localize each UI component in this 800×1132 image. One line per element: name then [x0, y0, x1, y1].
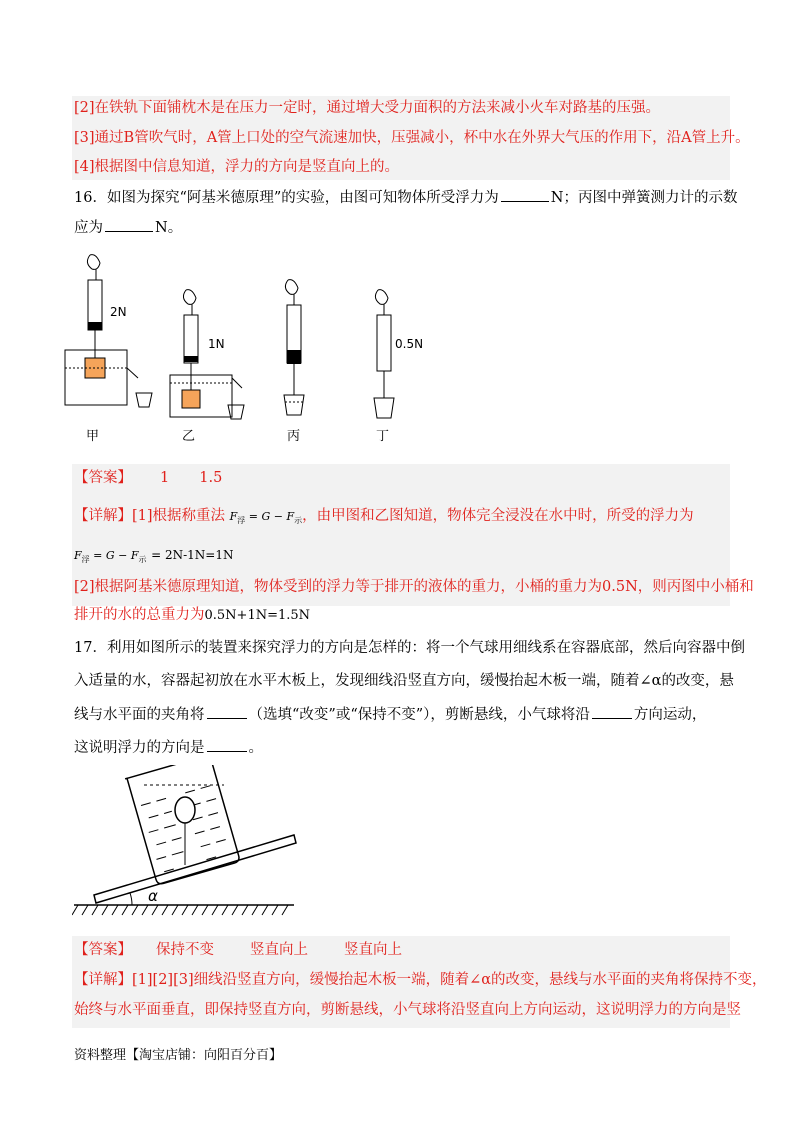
reading-yi: 1N: [208, 337, 225, 351]
label-yi: 乙: [182, 429, 196, 444]
formula-weighing: $F_浮 = G - F_示$: [229, 510, 303, 525]
reading-ding: 0.5N: [395, 337, 424, 351]
q17-answer-line: [74, 940, 402, 960]
q17-detail-line-1: 【详解】[1][2][3]细线沿竖直方向，缓慢抬起木板一端，随着∠α的改变，悬线与水平面的夹角将保持不变，: [74, 972, 767, 988]
q16-formula-line: $F_浮 = G - F_示 = 2N-1N=1N$: [74, 548, 234, 564]
figure-bing: [284, 280, 304, 415]
prev-explain-line-2: [2]在铁轨下面铺枕木是在压力一定时，通过增大受力面积的方法来减小火车对路基的压强。: [74, 100, 661, 116]
q17-blank-3[interactable]: [207, 737, 247, 752]
q17-blank-1[interactable]: [207, 704, 247, 719]
prev-explain-line-3: [3]通过B管吹气时，A管上口处的空气流速加快，压强减小，杯中水在外界大气压的作用下，沿A管上升。: [74, 130, 750, 146]
q16-detail-line-2: [2]根据阿基米德原理知道，物体受到的浮力等于排开的液体的重力，小桶的重力为0.5N，则丙图中小桶和: [74, 579, 754, 595]
q16-detail-tag: 【详解】: [74, 508, 132, 524]
q17-answer-3: 竖直向上: [344, 942, 402, 958]
figure-yi: [170, 290, 244, 419]
q16-detail-line-3: [74, 605, 310, 626]
reading-jia: 2N: [110, 305, 127, 319]
q16-text-d: N。: [155, 220, 183, 236]
q17-detail-tag: 【详解】: [74, 972, 132, 988]
q16-blank-1[interactable]: [501, 187, 549, 202]
q16-text-a: 16．如图为探究“阿基米德原理”的实验，由图可知物体所受浮力为: [74, 190, 499, 206]
q16-detail-2b: 排开的水的总重力为: [74, 607, 205, 623]
q16-text-c: 应为: [74, 220, 103, 236]
q16-answer-1: 1: [160, 470, 170, 486]
q17-line-2: 入适量的水，容器起初放在水平木板上，发现细线沿竖直方向，缓慢抬起木板一端，随着∠α的改变，悬: [74, 673, 734, 689]
q17-figure: [72, 765, 302, 920]
q16-question-line-1: [74, 187, 737, 208]
q16-answer-tag: 【答案】: [74, 470, 132, 486]
page-footer: 资料整理【淘宝店铺：向阳百分百】: [74, 1048, 283, 1063]
figure-ding: [374, 290, 394, 418]
q16-detail-1a: [1]根据称重法: [132, 508, 226, 524]
angle-alpha-label: α: [148, 887, 158, 905]
q17-line-1: 17．利用如图所示的装置来探究浮力的方向是怎样的：将一个气球用细线系在容器底部，然后向容器中倒: [74, 640, 745, 656]
q17-blank-2[interactable]: [592, 704, 632, 719]
label-ding: 丁: [376, 429, 390, 444]
label-bing: 丙: [287, 429, 301, 444]
q16-detail-line-1: [74, 506, 694, 531]
q17-answer-1: 保持不变: [156, 942, 214, 958]
q16-blank-2[interactable]: [105, 217, 153, 232]
q16-question-line-2: [74, 217, 182, 238]
q16-figure: [60, 250, 440, 450]
q16-text-b: N；丙图中弹簧测力计的示数: [550, 190, 738, 206]
q17-line-4: 这说明浮力的方向是 。: [74, 737, 263, 758]
q16-answer-2: 1.5: [199, 470, 223, 486]
q17-answer-2: 竖直向上: [250, 942, 308, 958]
q16-detail-1b: ，由甲图和乙图知道，物体完全浸没在水中时，所受的浮力为: [302, 508, 694, 524]
label-jia: 甲: [86, 429, 100, 444]
q17-line-3: 线与水平面的夹角将 （选填“改变”或“保持不变”），剪断悬线，小气球将沿 方向运动，: [74, 704, 706, 725]
q17-detail-line-2: 始终与水平面垂直，即保持竖直方向，剪断悬线，小气球将沿竖直向上方向运动，这说明浮力的方向是竖: [74, 1002, 741, 1018]
q17-answer-tag: 【答案】: [74, 942, 132, 958]
figure-jia: [65, 255, 152, 407]
formula-buoyancy: $F_浮 = G - F_示$: [74, 549, 147, 564]
prev-explain-line-4: [4]根据图中信息知道，浮力的方向是竖直向上的。: [74, 159, 400, 175]
q16-answer-line: [74, 468, 222, 488]
q16-detail-2c: 0.5N+1N=1.5N: [204, 608, 311, 623]
